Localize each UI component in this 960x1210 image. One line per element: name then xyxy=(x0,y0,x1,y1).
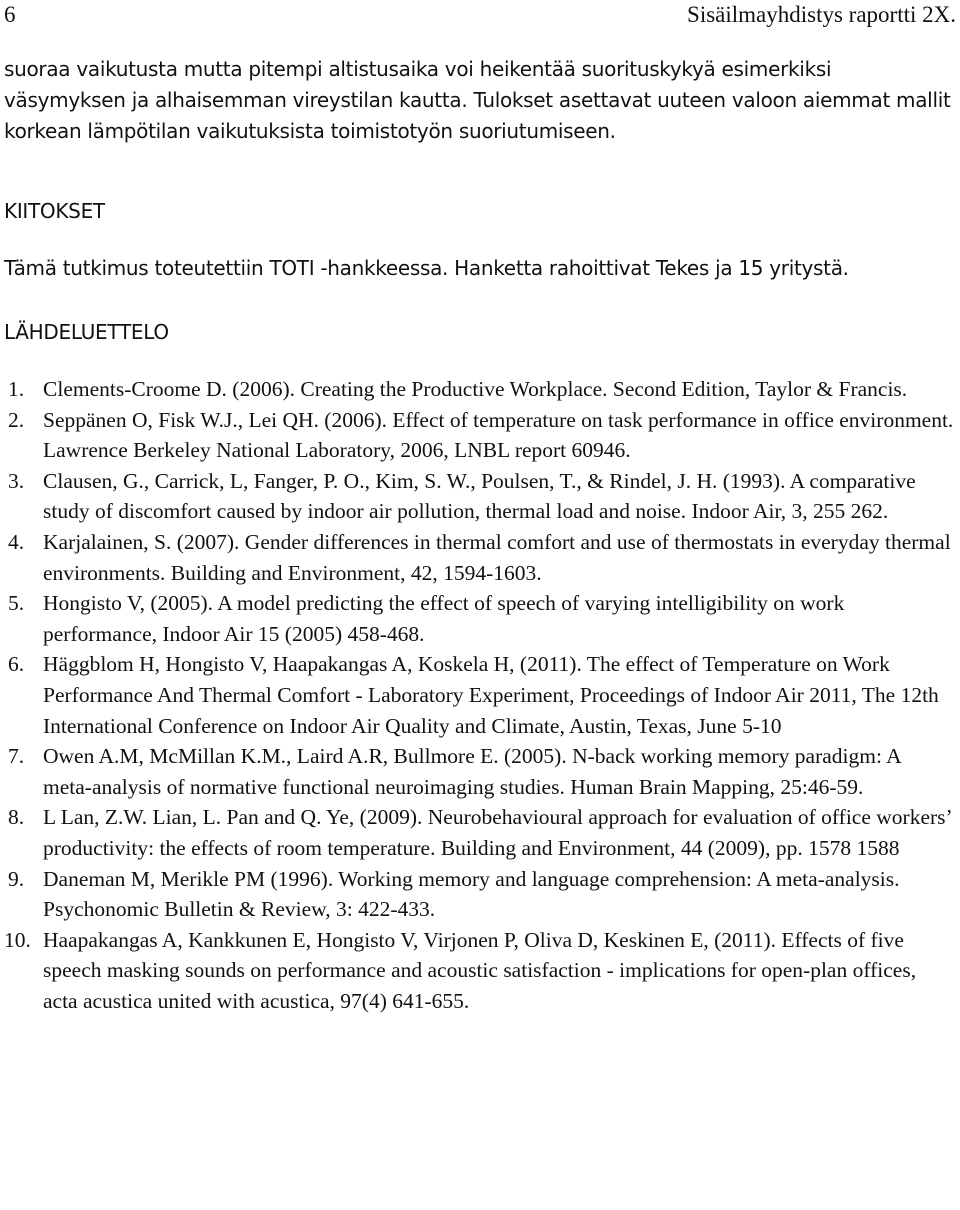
reference-number: 1. xyxy=(8,377,25,401)
reference-number: 7. xyxy=(8,744,25,769)
reference-number: 9. xyxy=(8,866,25,891)
reference-number: 2. xyxy=(8,407,25,432)
reference-item xyxy=(0,374,960,405)
reference-number: 5. xyxy=(8,591,25,616)
reference-text: Hongisto V, (2005). A model predicting the effect of speech of varying intelligibility on work performance, Indoor Air 15 (2005) 458-468. xyxy=(43,591,845,646)
reference-item xyxy=(0,527,960,588)
reference-item xyxy=(0,588,960,649)
page-number: 6 xyxy=(4,2,16,27)
reference-text: Seppänen O, Fisk W.J., Lei QH. (2006). Effect of temperature on task performance in office environment. Lawrence Berkeley National Laboratory, 2006, LNBL report 60946. xyxy=(43,407,954,463)
reference-number: 10. xyxy=(4,927,31,952)
reference-item xyxy=(0,802,960,863)
intro-paragraph: suoraa vaikutusta mutta pitempi altistusaika voi heikentää suorituskykyä esimerkiksi väsymyksen ja alhaisemman vireystilan kautta. Tulokset asettavat uuteen valoon aiemmat mallit korkean lämpötilan vaikutuksista toimistotyön suoriutumiseen. xyxy=(4,57,951,143)
reference-number: 3. xyxy=(8,468,25,493)
reference-text: Clements-Croome D. (2006). Creating the Productive Workplace. Second Edition, Taylor & Francis. xyxy=(43,377,908,401)
acknowledgements-text: Tämä tutkimus toteutettiin TOTI -hankkeessa. Hanketta rahoittivat Tekes ja 15 yritystä. xyxy=(4,256,849,280)
reference-list xyxy=(0,374,960,1016)
reference-text: Clausen, G., Carrick, L, Fanger, P. O., Kim, S. W., Poulsen, T., & Rindel, J. H. (1993). A comparative study of discomfort caused by indoor air pollution, thermal load and noise. Indoor Air, 3, 255 262. xyxy=(43,468,916,524)
reference-item xyxy=(0,466,960,527)
reference-text: L Lan, Z.W. Lian, L. Pan and Q. Ye, (2009). Neurobehavioural approach for evaluation of office workers’ productivity: the effects of room temperature. Building and Environment, 44 (2009), pp. 1578 1588 xyxy=(43,805,952,860)
reference-item xyxy=(0,741,960,802)
acknowledgements-heading: KIITOKSET xyxy=(4,199,105,223)
reference-number: 4. xyxy=(8,529,25,554)
reference-text: Karjalainen, S. (2007). Gender differences in thermal comfort and use of thermostats in everyday thermal environments. Building and Environment, 42, 1594-1603. xyxy=(43,529,951,585)
references-heading: LÄHDELUETTELO xyxy=(4,320,169,344)
reference-number: 6. xyxy=(8,652,25,677)
running-title: Sisäilmayhdistys raportti 2X. xyxy=(687,2,956,27)
reference-item xyxy=(0,864,960,925)
reference-text: Owen A.M, McMillan K.M., Laird A.R, Bullmore E. (2005). N-back working memory paradigm: A meta-analysis of normative functional neuroimaging studies. Human Brain Mapping, 25:46-59. xyxy=(43,744,901,799)
page-header xyxy=(4,2,956,32)
reference-text: Häggblom H, Hongisto V, Haapakangas A, Koskela H, (2011). The effect of Temperature on Work Performance And Thermal Comfort - Laboratory Experiment, Proceedings of Indoor Air 2011, The 12th International Conference on Indoor Air Quality and Climate, Austin, Texas, June 5-10 xyxy=(43,652,939,738)
reference-item xyxy=(0,405,960,466)
reference-item xyxy=(0,649,960,741)
reference-text: Daneman M, Merikle PM (1996). Working memory and language comprehension: A meta-analysis. Psychonomic Bulletin & Review, 3: 422-433. xyxy=(43,866,900,922)
reference-text: Haapakangas A, Kankkunen E, Hongisto V, Virjonen P, Oliva D, Keskinen E, (2011). Effects of five speech masking sounds on performance and acoustic satisfaction - implications for open-plan offices, acta acustica united with acustica, 97(4) 641-655. xyxy=(43,927,917,1013)
reference-item xyxy=(0,925,960,1017)
reference-number: 8. xyxy=(8,805,25,830)
